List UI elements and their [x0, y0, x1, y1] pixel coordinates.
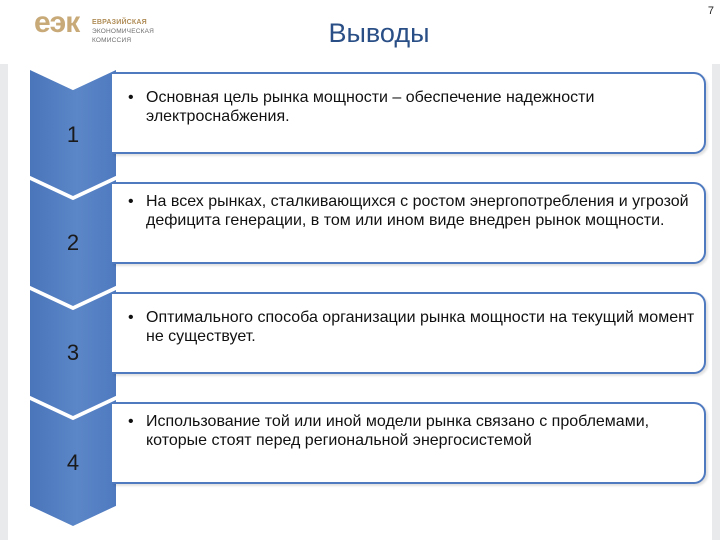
step-2-card — [112, 182, 706, 264]
step-3-card — [112, 292, 706, 374]
step-2-number: 2 — [66, 230, 80, 255]
page-number: 7 — [707, 5, 714, 17]
logo-line-2: ЭКОНОМИЧЕСКАЯ — [92, 28, 155, 35]
step-1-card — [112, 72, 706, 154]
step-4-text: • Использование той или иной модели рынка связано с проблемами, которые стоят перед региональной энергосистемой — [128, 412, 698, 450]
logo-line-3: КОМИССИЯ — [92, 37, 132, 44]
step-4-number: 4 — [66, 450, 80, 475]
step-2-text: • На всех рынках, сталкивающихся с ростом энергопотребления и угрозой дефицита генерации, в том или ином виде внедрен рынок мощности. — [128, 192, 698, 230]
step-1-number: 1 — [66, 122, 80, 147]
step-4-card — [112, 402, 706, 484]
slide-header — [0, 0, 720, 64]
step-1-text: • Основная цель рынка мощности – обеспечение надежности электроснабжения. — [128, 88, 698, 126]
logo-mark: еэк — [34, 6, 80, 39]
step-3-text: • Оптимального способа организации рынка мощности на текущий момент не существует. — [128, 308, 698, 346]
step-3-number: 3 — [66, 340, 80, 365]
logo-line-1: ЕВРАЗИЙСКАЯ — [92, 19, 147, 26]
slide-title: Выводы — [328, 18, 430, 48]
